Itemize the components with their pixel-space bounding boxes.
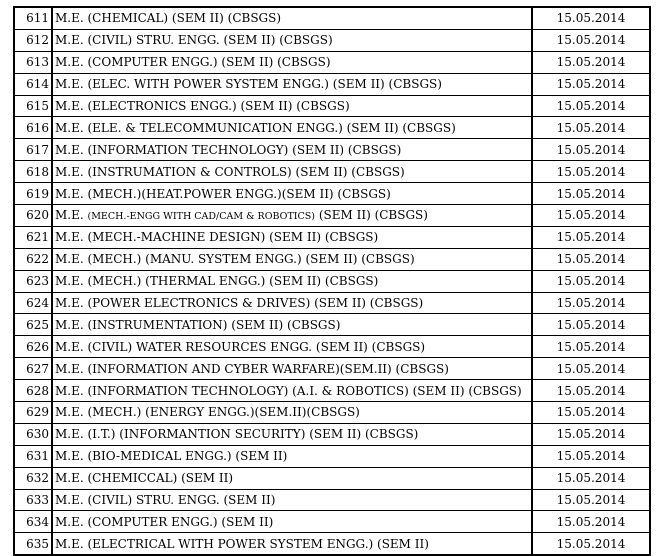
schedule-table	[15, 8, 649, 556]
schedule-table-container	[13, 6, 651, 556]
row-number: 634	[15, 511, 52, 533]
exam-date: 15.05.2014	[532, 139, 649, 161]
row-number: 631	[15, 445, 52, 467]
course-name: M.E. (MECH.)(HEAT.POWER ENGG.)(SEM II) (CBSGS)	[52, 183, 532, 205]
row-number: 633	[15, 489, 52, 511]
row-number: 629	[15, 402, 52, 424]
table-row	[15, 314, 649, 336]
table-row	[15, 533, 649, 555]
course-name: M.E. (CHEMICAL) (SEM II) (CBSGS)	[52, 8, 532, 29]
table-row	[15, 183, 649, 205]
row-number: 615	[15, 95, 52, 117]
course-name: M.E. (CIVIL) WATER RESOURCES ENGG. (SEM II) (CBSGS)	[52, 336, 532, 358]
table-row	[15, 248, 649, 270]
exam-date: 15.05.2014	[532, 314, 649, 336]
exam-date: 15.05.2014	[532, 489, 649, 511]
course-name: M.E. (CIVIL) STRU. ENGG. (SEM II) (CBSGS)	[52, 29, 532, 51]
row-number: 623	[15, 270, 52, 292]
course-name: M.E. (COMPUTER ENGG.) (SEM II)	[52, 511, 532, 533]
course-name: M.E. (INSTRUMATION & CONTROLS) (SEM II) (CBSGS)	[52, 161, 532, 183]
exam-date: 15.05.2014	[532, 73, 649, 95]
table-row	[15, 139, 649, 161]
course-name: M.E. (INSTRUMENTATION) (SEM II) (CBSGS)	[52, 314, 532, 336]
table-row	[15, 29, 649, 51]
row-number: 614	[15, 73, 52, 95]
table-row	[15, 489, 649, 511]
row-number: 622	[15, 248, 52, 270]
exam-date: 15.05.2014	[532, 292, 649, 314]
course-name: M.E. (MECH.) (THERMAL ENGG.) (SEM II) (CBSGS)	[52, 270, 532, 292]
exam-date: 15.05.2014	[532, 423, 649, 445]
row-number: 616	[15, 117, 52, 139]
exam-date: 15.05.2014	[532, 270, 649, 292]
course-name: M.E. (MECH.-MACHINE DESIGN) (SEM II) (CBSGS)	[52, 226, 532, 248]
row-number: 613	[15, 51, 52, 73]
row-number: 618	[15, 161, 52, 183]
row-number: 627	[15, 358, 52, 380]
course-name: M.E. (ELE. & TELECOMMUNICATION ENGG.) (SEM II) (CBSGS)	[52, 117, 532, 139]
table-row	[15, 292, 649, 314]
exam-date: 15.05.2014	[532, 511, 649, 533]
course-name: M.E. (MECH.) (MANU. SYSTEM ENGG.) (SEM II) (CBSGS)	[52, 248, 532, 270]
table-row	[15, 402, 649, 424]
exam-date: 15.05.2014	[532, 445, 649, 467]
row-number: 628	[15, 380, 52, 402]
exam-date: 15.05.2014	[532, 51, 649, 73]
exam-date: 15.05.2014	[532, 467, 649, 489]
schedule-table-body	[15, 8, 649, 555]
row-number: 619	[15, 183, 52, 205]
course-name: M.E. (INFORMATION TECHNOLOGY) (A.I. & ROBOTICS) (SEM II) (CBSGS)	[52, 380, 532, 402]
course-name: M.E. (I.T.) (INFORMANTION SECURITY) (SEM II) (CBSGS)	[52, 423, 532, 445]
table-row	[15, 161, 649, 183]
exam-date: 15.05.2014	[532, 533, 649, 555]
course-name-suffix: (SEM II) (CBSGS)	[315, 208, 428, 223]
row-number: 626	[15, 336, 52, 358]
exam-date: 15.05.2014	[532, 402, 649, 424]
row-number: 635	[15, 533, 52, 555]
course-name: M.E. (ELECTRICAL WITH POWER SYSTEM ENGG.) (SEM II)	[52, 533, 532, 555]
row-number: 612	[15, 29, 52, 51]
exam-date: 15.05.2014	[532, 226, 649, 248]
table-row	[15, 205, 649, 227]
row-number: 630	[15, 423, 52, 445]
table-row	[15, 467, 649, 489]
table-row	[15, 8, 649, 29]
row-number: 621	[15, 226, 52, 248]
exam-date: 15.05.2014	[532, 29, 649, 51]
exam-date: 15.05.2014	[532, 183, 649, 205]
table-row	[15, 336, 649, 358]
course-name	[52, 205, 532, 227]
exam-date: 15.05.2014	[532, 380, 649, 402]
row-number: 624	[15, 292, 52, 314]
row-number: 617	[15, 139, 52, 161]
table-row	[15, 73, 649, 95]
table-row	[15, 270, 649, 292]
course-name: M.E. (ELECTRONICS ENGG.) (SEM II) (CBSGS)	[52, 95, 532, 117]
course-name-small: (MECH.-ENGG WITH CAD/CAM & ROBOTICS)	[87, 211, 316, 223]
table-row	[15, 511, 649, 533]
row-number: 620	[15, 205, 52, 227]
course-name: M.E. (INFORMATION AND CYBER WARFARE)(SEM.II) (CBSGS)	[52, 358, 532, 380]
course-name: M.E. (BIO-MEDICAL ENGG.) (SEM II)	[52, 445, 532, 467]
course-name: M.E. (MECH.) (ENERGY ENGG.)(SEM.II)(CBSGS)	[52, 402, 532, 424]
table-row	[15, 226, 649, 248]
course-name: M.E. (INFORMATION TECHNOLOGY) (SEM II) (CBSGS)	[52, 139, 532, 161]
course-name: M.E. (POWER ELECTRONICS & DRIVES) (SEM II) (CBSGS)	[52, 292, 532, 314]
table-row	[15, 423, 649, 445]
course-name: M.E. (CIVIL) STRU. ENGG. (SEM II)	[52, 489, 532, 511]
exam-date: 15.05.2014	[532, 8, 649, 29]
exam-date: 15.05.2014	[532, 95, 649, 117]
row-number: 625	[15, 314, 52, 336]
row-number: 632	[15, 467, 52, 489]
table-row	[15, 358, 649, 380]
exam-date: 15.05.2014	[532, 336, 649, 358]
exam-date: 15.05.2014	[532, 161, 649, 183]
table-row	[15, 445, 649, 467]
table-row	[15, 95, 649, 117]
row-number: 611	[15, 8, 52, 29]
exam-date: 15.05.2014	[532, 117, 649, 139]
course-name-prefix: M.E.	[55, 208, 88, 223]
course-name: M.E. (CHEMICCAL) (SEM II)	[52, 467, 532, 489]
exam-date: 15.05.2014	[532, 248, 649, 270]
table-row	[15, 51, 649, 73]
table-row	[15, 117, 649, 139]
course-name: M.E. (ELEC. WITH POWER SYSTEM ENGG.) (SEM II) (CBSGS)	[52, 73, 532, 95]
table-row	[15, 380, 649, 402]
exam-date: 15.05.2014	[532, 358, 649, 380]
exam-date: 15.05.2014	[532, 205, 649, 227]
course-name: M.E. (COMPUTER ENGG.) (SEM II) (CBSGS)	[52, 51, 532, 73]
